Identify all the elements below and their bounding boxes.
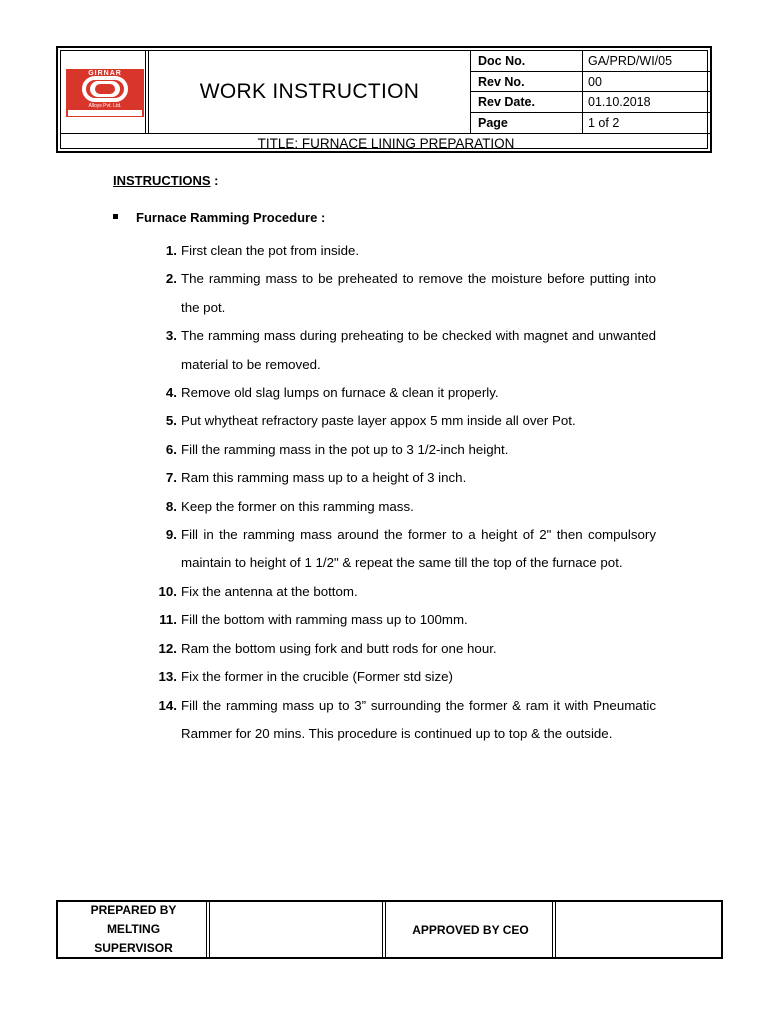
meta-row-rev-no: Rev No. 00: [471, 72, 711, 93]
approved-by-label: APPROVED BY CEO: [412, 922, 529, 937]
procedure-steps: [148, 237, 656, 748]
doc-title-cell: [149, 51, 471, 133]
list-item: [148, 606, 656, 634]
prepared-by-label: PREPARED BY MELTING SUPERVISOR: [90, 903, 177, 955]
document-header: [56, 46, 712, 153]
step-number: 6.: [165, 441, 177, 457]
step-text: The ramming mass during preheating to be checked with magnet and unwanted material to be removed.: [181, 328, 656, 372]
step-number: 8.: [165, 498, 177, 514]
list-item: [148, 578, 656, 606]
step-text: Fill the bottom with ramming mass up to 100mm.: [181, 612, 468, 628]
approved-by-cell: [386, 902, 556, 957]
logo-cell: [61, 51, 149, 133]
list-item: [148, 692, 656, 749]
list-item: [148, 265, 656, 322]
list-item: [148, 663, 656, 691]
list-item: [148, 493, 656, 521]
step-number: 4.: [165, 385, 177, 401]
list-item: [148, 464, 656, 492]
prepared-by-cell: [58, 902, 210, 957]
square-bullet-icon: [113, 214, 118, 219]
step-number: 11.: [159, 612, 177, 628]
step-number: 2.: [165, 271, 177, 287]
step-text: Keep the former on this ramming mass.: [181, 498, 414, 514]
bullet-heading: Furnace Ramming Procedure :: [113, 210, 325, 225]
logo-tagline: [68, 110, 142, 116]
step-text: Fill in the ramming mass around the former to a height of 2" then compulsory maintain to height of 1 1/2" & repeat the same till the top of the furnace pot.: [181, 527, 656, 571]
list-item: [148, 407, 656, 435]
step-text: Fill the ramming mass up to 3” surrounding the former & ram it with Pneumatic Rammer for 20 mins. This procedure is continued up to top & the outside.: [181, 697, 656, 741]
list-item: [148, 635, 656, 663]
list-item: [148, 379, 656, 407]
step-number: 1.: [165, 243, 177, 258]
step-number: 9.: [165, 527, 177, 543]
doc-meta-table: [471, 51, 711, 133]
header-inner-frame: [60, 50, 708, 149]
step-number: 14.: [158, 697, 177, 713]
step-number: 7.: [165, 470, 177, 486]
list-item: [148, 436, 656, 464]
step-text: Put whytheat refractory paste layer appox 5 mm inside all over Pot.: [181, 413, 576, 429]
step-text: Fix the antenna at the bottom.: [181, 583, 358, 599]
company-logo: [66, 69, 144, 117]
step-number: 13.: [158, 669, 177, 685]
meta-row-page: Page 1 of 2: [471, 113, 711, 134]
logo-subtitle: Alloys Pvt. Ltd.: [88, 103, 122, 109]
list-item: [148, 322, 656, 379]
step-text: Fix the former in the crucible (Former std size): [181, 669, 453, 685]
step-text: Fill the ramming mass in the pot up to 3 1/2-inch height.: [181, 441, 509, 457]
list-item: [148, 237, 656, 265]
step-number: 5.: [165, 413, 177, 429]
step-text: First clean the pot from inside.: [181, 243, 360, 258]
step-text: Ram this ramming mass up to a height of 3 inch.: [181, 470, 467, 486]
meta-row-doc-no: Doc No. GA/PRD/WI/05: [471, 51, 711, 72]
approval-table: [56, 900, 723, 959]
step-number: 10.: [158, 583, 177, 599]
doc-title: WORK INSTRUCTION: [199, 80, 420, 103]
logo-brand: GIRNAR: [68, 69, 142, 78]
step-text: The ramming mass to be preheated to remove the moisture before putting into the pot.: [181, 271, 656, 315]
list-item: [148, 521, 656, 578]
step-number: 12.: [158, 640, 177, 656]
step-number: 3.: [165, 328, 177, 344]
step-text: Ram the bottom using fork and butt rods for one hour.: [181, 640, 497, 656]
doc-subtitle: TITLE: FURNACE LINING PREPARATION: [61, 133, 711, 152]
meta-row-rev-date: Rev Date. 01.10.2018: [471, 92, 711, 113]
prepared-signature-cell: [210, 902, 386, 957]
approved-signature-cell: [556, 902, 721, 957]
step-text: Remove old slag lumps on furnace & clean it properly.: [181, 385, 499, 401]
section-heading: INSTRUCTIONS :: [113, 173, 219, 188]
